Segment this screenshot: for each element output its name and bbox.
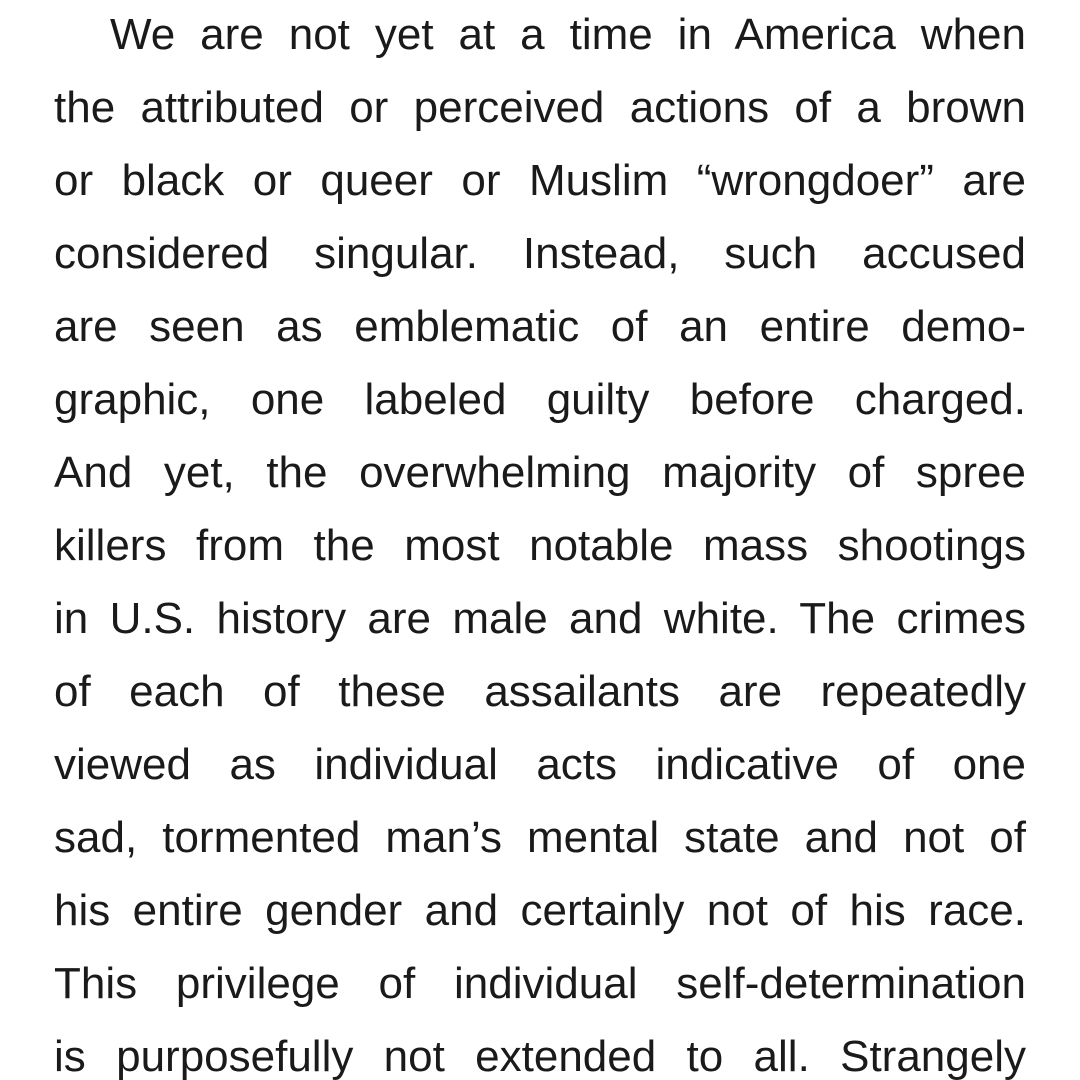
text-line: killers from the most notable mass shootings (54, 521, 1026, 570)
text-line: sad, tormented man’s mental state and not of (54, 813, 1026, 862)
text-line: of each of these assailants are repeatedly (54, 667, 1026, 716)
text-line: And yet, the overwhelming majority of spree (54, 448, 1026, 497)
text-line: or black or queer or Muslim “wrongdoer” are (54, 156, 1026, 205)
text-line: in U.S. history are male and white. The crimes (54, 594, 1026, 643)
text-line: are seen as emblematic of an entire demo- (54, 302, 1026, 351)
text-line: considered singular. Instead, such accused (54, 229, 1026, 278)
text-line: viewed as individual acts indicative of one (54, 740, 1026, 789)
text-line: graphic, one labeled guilty before charged. (54, 375, 1026, 424)
text-line: the attributed or perceived actions of a brown (54, 83, 1026, 132)
text-line: his entire gender and certainly not of his race. (54, 886, 1026, 935)
text-line: We are not yet at a time in America when (110, 10, 1026, 59)
text-line: This privilege of individual self-determination (54, 959, 1026, 1008)
text-line: is purposefully not extended to all. Strangely (54, 1032, 1026, 1080)
